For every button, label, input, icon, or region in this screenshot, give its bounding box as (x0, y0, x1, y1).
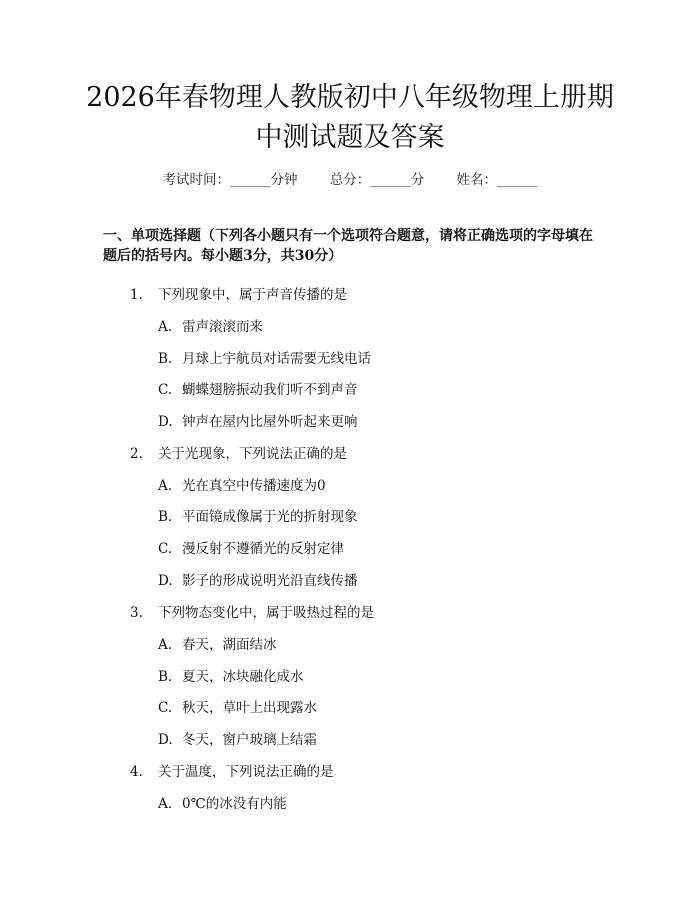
option-text: 平面镜成像属于光的折射现象 (182, 509, 358, 525)
option-letter: A. (158, 637, 173, 653)
option-letter: A. (158, 478, 173, 494)
option-text: 0℃的冰没有内能 (182, 796, 287, 812)
option-3a (158, 633, 277, 653)
option-4a (158, 792, 287, 812)
option-2b (158, 505, 358, 525)
question-number: 3. (130, 605, 143, 621)
option-1b (158, 347, 371, 367)
question-2 (130, 442, 347, 462)
option-1d (158, 410, 358, 430)
option-letter: A. (158, 796, 173, 812)
option-text: 漫反射不遵循光的反射定律 (182, 541, 344, 557)
question-text: 下列物态变化中，属于吸热过程的是 (158, 605, 374, 621)
option-letter: D. (158, 414, 173, 430)
question-number: 2. (130, 446, 143, 462)
option-text: 秋天，草叶上出现露水 (182, 700, 317, 716)
option-1c (158, 378, 358, 398)
option-letter: D. (158, 732, 173, 748)
question-text: 关于光现象，下列说法正确的是 (158, 446, 347, 462)
exam-info (0, 168, 700, 188)
option-text: 钟声在屋内比屋外听起来更响 (182, 414, 358, 430)
question-number: 1. (130, 287, 143, 303)
question-number: 4. (130, 764, 143, 780)
title-line-2: 中测试题及答案 (255, 122, 445, 153)
document-title (0, 78, 700, 158)
option-3b (158, 665, 304, 685)
title-line-1: 2026年春物理人教版初中八年级物理上册期 (86, 82, 614, 113)
option-letter: C. (158, 382, 173, 398)
question-4 (130, 760, 334, 780)
option-letter: C. (158, 700, 173, 716)
option-3d (158, 728, 317, 748)
question-text: 下列现象中，属于声音传播的是 (158, 287, 347, 303)
option-2c (158, 537, 344, 557)
option-2a (158, 474, 326, 494)
question-text: 关于温度，下列说法正确的是 (158, 764, 334, 780)
option-letter: B. (158, 509, 173, 525)
option-text: 冬天，窗户玻璃上结霜 (182, 732, 317, 748)
exam-score: 总分：______分 (329, 172, 425, 188)
exam-time: 考试时间：______分钟 (162, 172, 298, 188)
option-text: 影子的形成说明光沿直线传播 (182, 573, 358, 589)
option-text: 月球上宇航员对话需要无线电话 (182, 351, 371, 367)
option-letter: B. (158, 351, 173, 367)
option-3c (158, 696, 317, 716)
option-text: 春天，湖面结冰 (182, 637, 277, 653)
option-1a (158, 315, 263, 335)
exam-name: 姓名：______ (456, 172, 538, 188)
option-letter: B. (158, 669, 173, 685)
option-text: 雷声滚滚而来 (182, 319, 263, 335)
question-1 (130, 283, 347, 303)
question-3 (130, 601, 374, 621)
option-text: 夏天，冰块融化成水 (182, 669, 304, 685)
option-text: 蝴蝶翅膀振动我们听不到声音 (182, 382, 358, 398)
option-letter: D. (158, 573, 173, 589)
option-text: 光在真空中传播速度为0 (182, 478, 326, 494)
option-letter: C. (158, 541, 173, 557)
option-2d (158, 569, 358, 589)
section-heading: 一、单项选择题（下列各小题只有一个选项符合题意，请将正确选项的字母填在题后的括号内。每小题3分，共30分） (103, 228, 593, 264)
option-letter: A. (158, 319, 173, 335)
